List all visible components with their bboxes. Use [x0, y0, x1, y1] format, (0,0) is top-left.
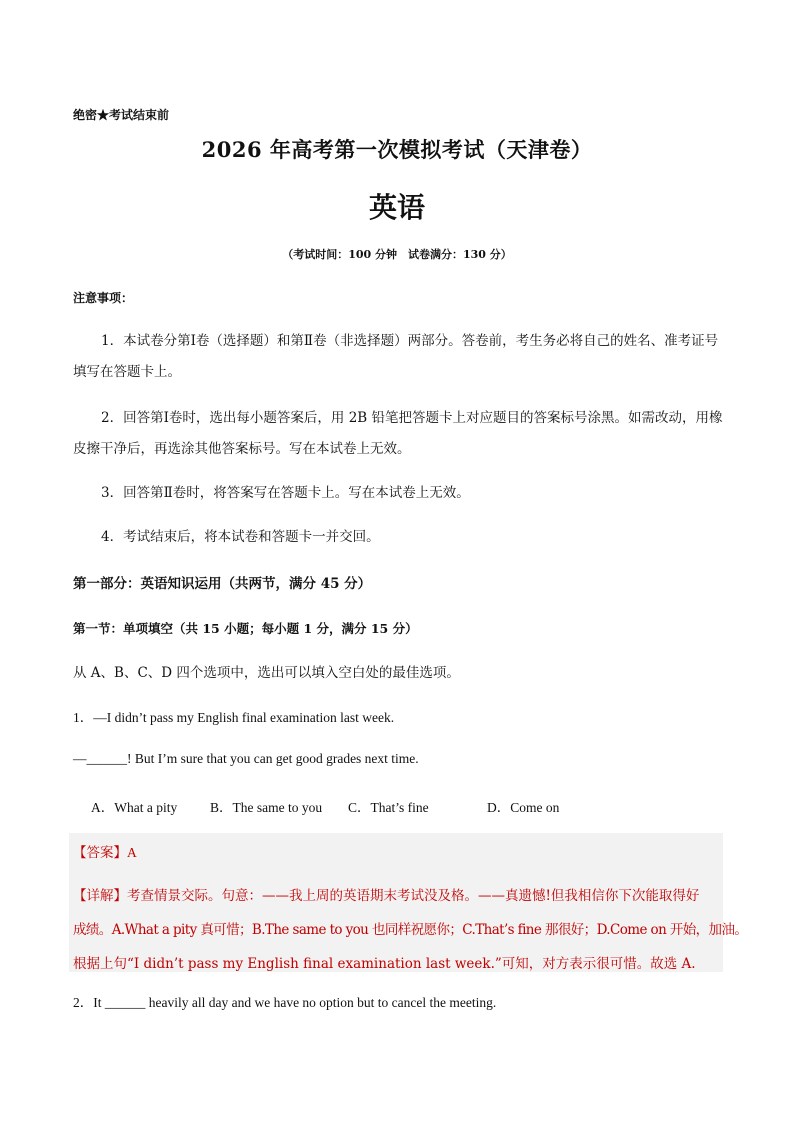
question1-line1: 1．—I didn’t pass my English final examination last week. [73, 710, 395, 725]
notice-item-2-text: 2．回答第Ⅰ卷时，选出每小题答案后，用 2B 铅笔把答题卡上对应题目的答案标号涂黑。如需改动，用橡皮擦干净后，再选涂其他答案标号。写在本试卷上无效。 [73, 410, 723, 457]
subject-title: 英语 [368, 191, 425, 224]
explanation-line-3: 根据上句“I didn’t pass my English final examination last week.”可知，对方表示很可惜。故选 A. [73, 956, 696, 972]
section1-heading: 第一节：单项填空（共 15 小题；每小题 1 分，满分 15 分） [73, 621, 418, 636]
secret-mark: 绝密★考试结束前 [73, 108, 170, 122]
notice-item-2 [73, 403, 723, 465]
option-b: B．The same to you [210, 800, 323, 815]
explanation-line-2: 成绩。A.What a pity 真可惜；B.The same to you 也同样祝愿你；C.That’s fine 那很好；D.Come on 开始，加油。 [73, 922, 748, 938]
question1-line2: —______! But I’m sure that you can get good grades next time. [73, 751, 419, 766]
notice-item-4-text: 4．考试结束后，将本试卷和答题卡一并交回。 [101, 529, 380, 545]
notice-item-4 [73, 522, 723, 553]
question1-options [0, 796, 794, 816]
answer-label: 【答案】 [73, 845, 127, 861]
option-c: C．That’s fine [348, 800, 429, 815]
option-a: A．What a pity [91, 800, 178, 815]
question2-line1: 2．It ______ heavily all day and we have no option but to cancel the meeting. [73, 995, 497, 1010]
notice-heading: 注意事项： [73, 291, 134, 305]
notice-item-3-text: 3．回答第Ⅱ卷时，将答案写在答题卡上。写在本试卷上无效。 [101, 485, 470, 501]
directions: 从 A、B、C、D 四个选项中，选出可以填入空白处的最佳选项。 [73, 665, 460, 681]
exam-info: （考试时间：100 分钟 试卷满分：130 分） [282, 248, 512, 261]
answer-value: A [127, 845, 137, 860]
part1-heading: 第一部分：英语知识运用（共两节，满分 45 分） [73, 576, 372, 592]
notice-item-1-text: 1．本试卷分第Ⅰ卷（选择题）和第Ⅱ卷（非选择题）两部分。答卷前，考生务必将自己的姓名、准考证号填写在答题卡上。 [73, 333, 719, 380]
explanation [73, 879, 748, 981]
explanation-text-1: 考查情景交际。句意：——我上周的英语期末考试没及格。——真遗憾!但我相信你下次能取得好 [127, 888, 700, 904]
explanation-line-1 [73, 879, 733, 913]
notice-item-1 [73, 326, 723, 388]
answer-line [73, 841, 137, 861]
option-d: D．Come on [487, 800, 560, 815]
explain-label: 【详解】 [73, 888, 127, 904]
exam-title: 2026 年高考第一次模拟考试（天津卷） [201, 137, 593, 162]
notice-item-3 [73, 478, 723, 509]
